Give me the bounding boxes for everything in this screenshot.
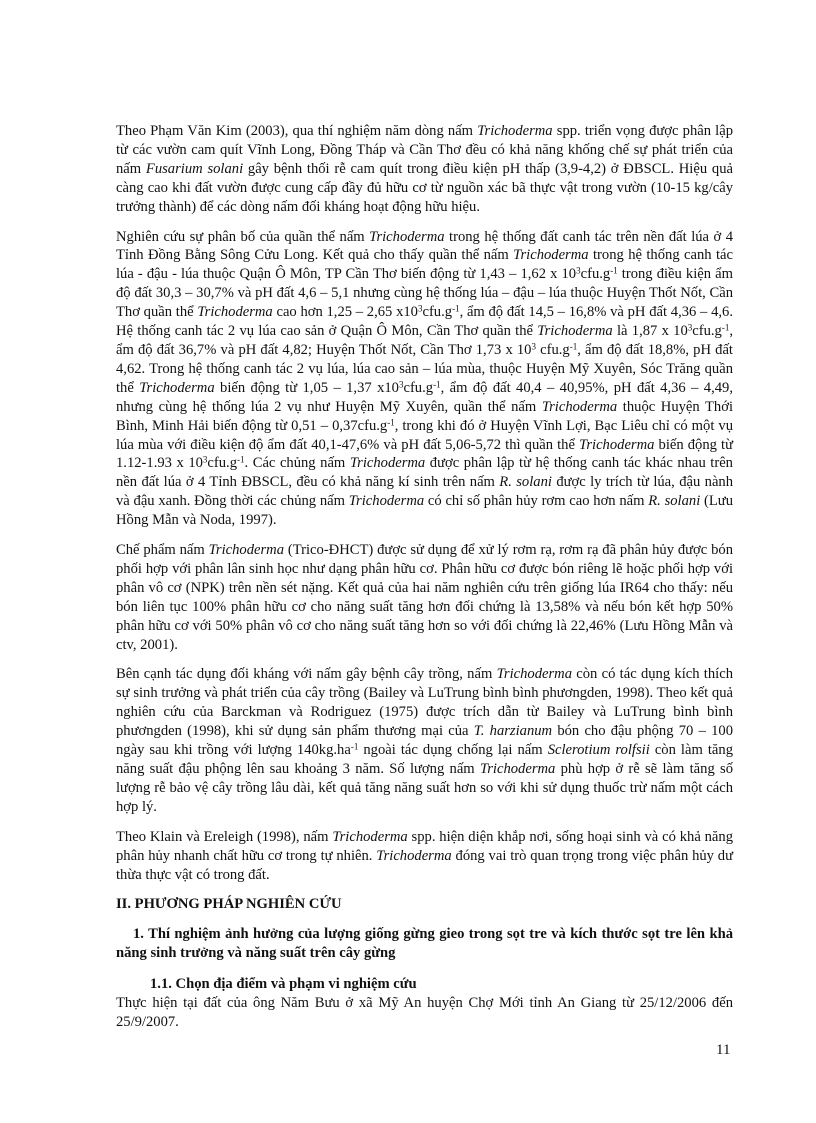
- superscript: -1: [237, 454, 245, 465]
- superscript: -1: [387, 417, 395, 428]
- italic-term: Trichoderma: [369, 228, 445, 245]
- text-run: , ẩm độ đất 36,7% và pH đất 4,82; Huyện Thốt Nốt, Cần Thơ 1,73 x 10: [116, 323, 733, 358]
- italic-term: Fusarium solani: [145, 160, 244, 177]
- text-run: (Trico-ĐHCT) được sử dụng để xử lý rơm rạ, rơm rạ đã phân hủy được bón phối hợp với phân lân sinh học như dạng phân hữu cơ. Phân hữu cơ được bón riêng lẽ hoặc phối hợp với phân vô cơ (NPK) trên nền sét nặng. Kết quả của hai năm nghiên cứu trên giống lúa IR64 cho thấy: nếu bón liên tục 100% phân hữu cơ cho năng suất tăng hơn đối chứng là 13,58% và nếu bón kết hợp 50% phân hữu cơ với 50% phân vô cơ cho năng suất tăng hơn so với đối chứng là 22,46% (Lưu Hồng Mẫn và ctv, 2001).: [116, 542, 733, 653]
- italic-term: Trichoderma: [513, 247, 589, 264]
- italic-term: Trichoderma: [197, 304, 273, 321]
- text-run: Bên cạnh tác dụng đối kháng với nấm gây bệnh cây trồng, nấm: [116, 666, 497, 683]
- superscript: -1: [721, 322, 730, 333]
- superscript: 3: [531, 341, 536, 352]
- italic-term: Trichoderma: [376, 847, 452, 864]
- paragraph-3: [116, 541, 733, 654]
- paragraph-2: [116, 228, 733, 531]
- text-run: thuộc Huyện Thới Bình, Minh Hải biến động từ 0,51 – 0,37cfu.g: [116, 398, 733, 434]
- subsection-heading: 1. Thí nghiệm ảnh hưởng của lượng giống gừng gieo trong sọt tre và kích thước sọt tre lên khả năng sinh trưởng và năng suất trên cây gừng: [116, 926, 733, 962]
- text-run: là 1,87 x 10: [612, 323, 688, 340]
- superscript: 3: [398, 379, 404, 390]
- text-run: cfu.g: [207, 455, 238, 472]
- superscript: 3: [417, 303, 423, 314]
- text-run: , ẩm độ đất 18,8%, pH đất 4,62. Trong hệ thống canh tác 2 vụ lúa, lúa cao sản – lúa mùa, thuộc Huyện Mỹ Xuyên, Sóc Trăng quần thể: [116, 341, 733, 396]
- text-run: Chế phẩm nấm: [116, 542, 209, 559]
- page-number: 11: [716, 1042, 731, 1058]
- italic-term: Trichoderma: [208, 542, 285, 559]
- text-run: , ẩm độ đất 14,5 – 16,8% và pH đất 4,36 – 4,6. Hệ thống canh tác 2 vụ lúa cao sản ở Quận Ô Môn, Cần Thơ quần thể: [116, 304, 733, 340]
- italic-term: Sclerotium rolfsii: [547, 742, 650, 759]
- text-run: , ẩm độ đất 40,4 – 40,95%, pH đất 4,36 – 4,49, nhưng cùng hệ thống lúa 2 vụ như Huyện Mỹ Xuyên, quần thể nấm: [116, 379, 733, 415]
- paragraph-4: [116, 665, 733, 816]
- italic-term: Trichoderma: [479, 761, 556, 777]
- text-run: biến động từ 1,05 – 1,37 x10: [214, 379, 399, 396]
- text-run: . Các chủng nấm: [244, 455, 350, 472]
- text-run: có chỉ số phân hủy rơm cao hơn nấm: [424, 493, 649, 510]
- text-run: được phân lập từ hệ thống canh tác khác nhau trên nền đất lúa ở 4 Tỉnh ĐBSCL, đều có khả năng kí sinh trên nấm: [116, 455, 733, 491]
- superscript: -1: [452, 303, 460, 314]
- text-run: còn làm tăng năng suất đậu phộng lên sau khoảng 3 năm. Số lượng nấm: [116, 742, 733, 777]
- text-run: Theo Phạm Văn Kim (2003), qua thí nghiệm năm dòng nấm: [116, 123, 478, 139]
- italic-term: Trichoderma: [579, 436, 655, 453]
- italic-term: T. harzianum: [473, 723, 553, 740]
- text-run: cfu.g: [403, 379, 434, 396]
- text-run: phù hợp ở rễ sẽ làm tăng số lượng rễ bảo vệ cây trồng lâu dài, kết quả tăng năng suất hơn so với khi sử dụng thuốc trừ nấm một cách hợp lý.: [116, 761, 733, 815]
- text-run: , trong khi đó ở Huyện Vĩnh Lợi, Bạc Liêu chỉ có một vụ lúa mùa với điều kiện độ ẩm đất 40,1-47,6% và pH đất 5,06-5,72 thì quần thể: [116, 417, 733, 453]
- superscript: -1: [610, 265, 618, 276]
- final-paragraph: Thực hiện tại đất của ông Năm Bưu ở xã Mỹ An huyện Chợ Mới tỉnh An Giang từ 25/12/2006 đến 25/9/2007.: [116, 995, 733, 1030]
- text-run: trong hệ thống đất canh tác trên nền đất lúa ở 4 Tỉnh Đồng Bằng Sông Cửu Long. Kết quả cho thấy quần thể nấm: [116, 228, 734, 264]
- text-run: được ly trích từ lúa, đậu nành và đậu xanh. Đồng thời các chủng nấm: [116, 474, 734, 510]
- text-run: trong điều kiện ẩm độ đất 30,3 – 30,7% và pH đất 4,6 – 5,1 nhưng cùng hệ thống lúa – đậu – lúa thuộc Huyện Thốt Nốt, Cần Thơ quần thể: [116, 266, 733, 321]
- italic-term: Trichoderma: [349, 455, 426, 472]
- italic-term: R. solani: [499, 474, 552, 491]
- italic-term: Trichoderma: [332, 828, 408, 845]
- text-run: Theo Klain và Ereleigh (1998), nấm: [116, 828, 333, 845]
- paragraph-5: [116, 828, 733, 885]
- section-heading: II. PHƯƠNG PHÁP NGHIÊN CỨU: [116, 896, 342, 913]
- text-run: spp. triển vọng được phân lập từ các vườn cam quít Vĩnh Long, Đồng Tháp và Cần Thơ đều có khả năng khống chế sự phát triển của nấm: [116, 123, 734, 177]
- italic-term: Trichoderma: [537, 323, 613, 340]
- italic-term: R. solani: [648, 493, 701, 510]
- text-run: cfu.g: [580, 266, 611, 283]
- italic-term: Trichoderma: [477, 123, 553, 139]
- text-run: cfu.g: [422, 304, 453, 321]
- text-run: spp. hiện diện khắp nơi, sống hoại sinh và có khả năng phân hủy nhanh chất hữu cơ trong tự nhiên.: [116, 828, 733, 864]
- text-run: gây bệnh thối rễ cam quít trong điều kiện pH thấp (3,9-4,2) ở ĐBSCL. Hiệu quả càng cao khi đất vườn được cung cấp đầy đủ hữu cơ từ nguồn xác bã thực vật trong vườn (10-15 kg/cây trưởng thành) để các dòng nấm đối kháng hoạt động hữu hiệu.: [116, 160, 733, 215]
- page-body: [116, 122, 733, 1043]
- italic-term: Trichoderma: [139, 379, 215, 396]
- text-run: cao hơn 1,25 – 2,65 x10: [272, 304, 418, 321]
- text-run: Nghiên cứu sự phân bố của quần thể nấm: [116, 228, 370, 245]
- text-run: cfu.g: [692, 323, 722, 340]
- superscript: 3: [687, 322, 693, 333]
- text-run: trong hệ thống canh tác lúa - đậu - lúa thuộc Quận Ô Môn, TP Cần Thơ biến động từ 1,43 – 1,62 x 10: [116, 247, 733, 283]
- italic-term: Trichoderma: [541, 398, 618, 415]
- text-run: (Lưu Hồng Mẫn và Noda, 1997).: [116, 493, 734, 529]
- superscript: -1: [433, 379, 441, 390]
- superscript: 3: [202, 454, 208, 465]
- superscript: -1: [569, 341, 578, 352]
- text-run: còn có tác dụng kích thích sự sinh trưởng và phát triển của cây trồng (Bailey và LuTrung bình bình phươngden, 1998). Theo kết quả nghiên cứu của Barckman và Rodriguez (1975) được trích dẫn từ Bailey và LuTrung bình bình phươngden (1998), khi sử dụng sản phẩm thương mại của: [116, 666, 733, 740]
- text-run: ngoài tác dụng chống lại nấm: [358, 742, 548, 759]
- text-run: bón cho đậu phộng 70 – 100 ngày sau khi trồng với lượng 140kg.ha: [116, 723, 733, 759]
- paragraph-1: [116, 122, 733, 217]
- italic-term: Trichoderma: [496, 666, 572, 683]
- text-run: biến động từ 1.12-1.93 x 10: [116, 436, 733, 472]
- superscript: 3: [576, 265, 581, 276]
- text-run: đóng vai trò quan trọng trong việc phân hủy dư thừa thực vật có trong đất.: [116, 847, 733, 883]
- text-run: cfu.g: [535, 341, 570, 358]
- superscript: -1: [350, 741, 359, 752]
- subsubsection-heading: 1.1. Chọn địa điểm và phạm vi nghiệm cứu: [150, 976, 417, 993]
- italic-term: Trichoderma: [348, 493, 425, 510]
